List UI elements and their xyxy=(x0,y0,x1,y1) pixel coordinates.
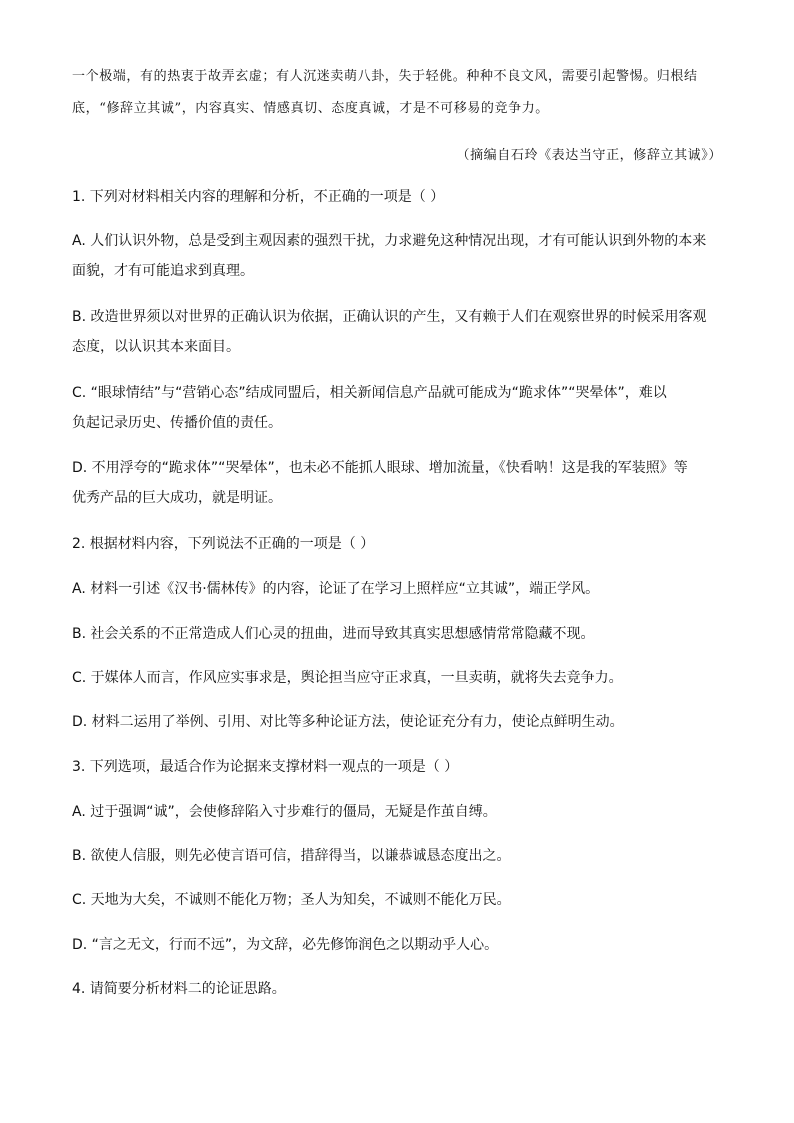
option-line: A. 材料一引述《汉书·儒林传》的内容，论证了在学习上照样应“立其诚”，端正学风。 xyxy=(72,581,600,597)
passage-text xyxy=(72,61,722,125)
question-1-option-c xyxy=(72,378,722,438)
question-1-stem: 1. 下列对材料相关内容的理解和分析，不正确的一项是（ ） xyxy=(72,189,445,205)
question-1-option-b xyxy=(72,302,722,362)
passage-line: 底，“修辞立其诚”，内容真实、情感真切、态度真诚，才是不可移易的竞争力。 xyxy=(72,101,549,116)
question-3-option-c xyxy=(72,885,722,915)
question-2-option-a xyxy=(72,574,722,604)
option-line: A. 过于强调“诚”，会使修辞陷入寸步难行的僵局，无疑是作茧自缚。 xyxy=(72,804,497,820)
question-3-option-d xyxy=(72,930,722,960)
question-4-stem: 4. 请简要分析材料二的论证思路。 xyxy=(72,981,286,997)
question-2-stem: 2. 根据材料内容，下列说法不正确的一项是（ ） xyxy=(72,536,375,552)
option-line: 负起记录历史、传播价值的责任。 xyxy=(72,415,282,431)
question-3-option-a xyxy=(72,797,722,827)
option-line: 态度，以认识其本来面目。 xyxy=(72,339,240,355)
option-line: C. 于媒体人而言，作风应实事求是，舆论担当应守正求真，一旦卖萌，就将失去竞争力。 xyxy=(72,670,623,686)
option-line: B. 欲使人信服，则先必使言语可信，措辞得当，以谦恭诚恳态度出之。 xyxy=(72,848,511,864)
option-line: 优秀产品的巨大成功，就是明证。 xyxy=(72,490,282,506)
option-line: 面貌，才有可能追求到真理。 xyxy=(72,263,254,279)
question-3-option-b xyxy=(72,841,722,871)
question-1-option-d xyxy=(72,453,722,513)
option-line: B. 改造世界须以对世界的正确认识为依据，正确认识的产生，又有赖于人们在观察世界的时候采用客观 xyxy=(72,309,707,325)
passage-line: 一个极端，有的热衷于故弄玄虚；有人沉迷卖萌八卦，失于轻佻。种种不良文风，需要引起警惕。归根结 xyxy=(72,69,698,84)
option-line: D. 材料二运用了举例、引用、对比等多种论证方法，使论证充分有力，使论点鲜明生动。 xyxy=(72,714,624,730)
option-line: A. 人们认识外物，总是受到主观因素的强烈干扰，力求避免这种情况出现，才有可能认识到外物的本来 xyxy=(72,233,707,249)
question-2-option-c xyxy=(72,663,722,693)
option-line: D. 不用浮夸的“跪求体”“哭晕体”，也未必不能抓人眼球、增加流量，《快看呐！这是我的军装照》等 xyxy=(72,460,688,476)
question-3-stem: 3. 下列选项，最适合作为论据来支撑材料一观点的一项是（ ） xyxy=(72,759,459,775)
question-2-option-d xyxy=(72,707,722,737)
question-2-option-b xyxy=(72,619,722,649)
option-line: C. 天地为大矣，不诚则不能化万物；圣人为知矣，不诚则不能化万民。 xyxy=(72,892,511,908)
passage-source: （摘编自石玲《表达当守正，修辞立其诚》） xyxy=(456,148,722,163)
option-line: C. “眼球情结”与“营销心态”结成同盟后，相关新闻信息产品就可能成为“跪求体”“哭晕体”，难以 xyxy=(72,385,667,401)
option-line: D. “言之无文，行而不远”，为文辞，必先修饰润色之以期动乎人心。 xyxy=(72,937,499,953)
option-line: B. 社会关系的不正常造成人们心灵的扭曲，进而导致其真实思想感情常常隐藏不现。 xyxy=(72,626,595,642)
question-1-option-a xyxy=(72,226,722,286)
